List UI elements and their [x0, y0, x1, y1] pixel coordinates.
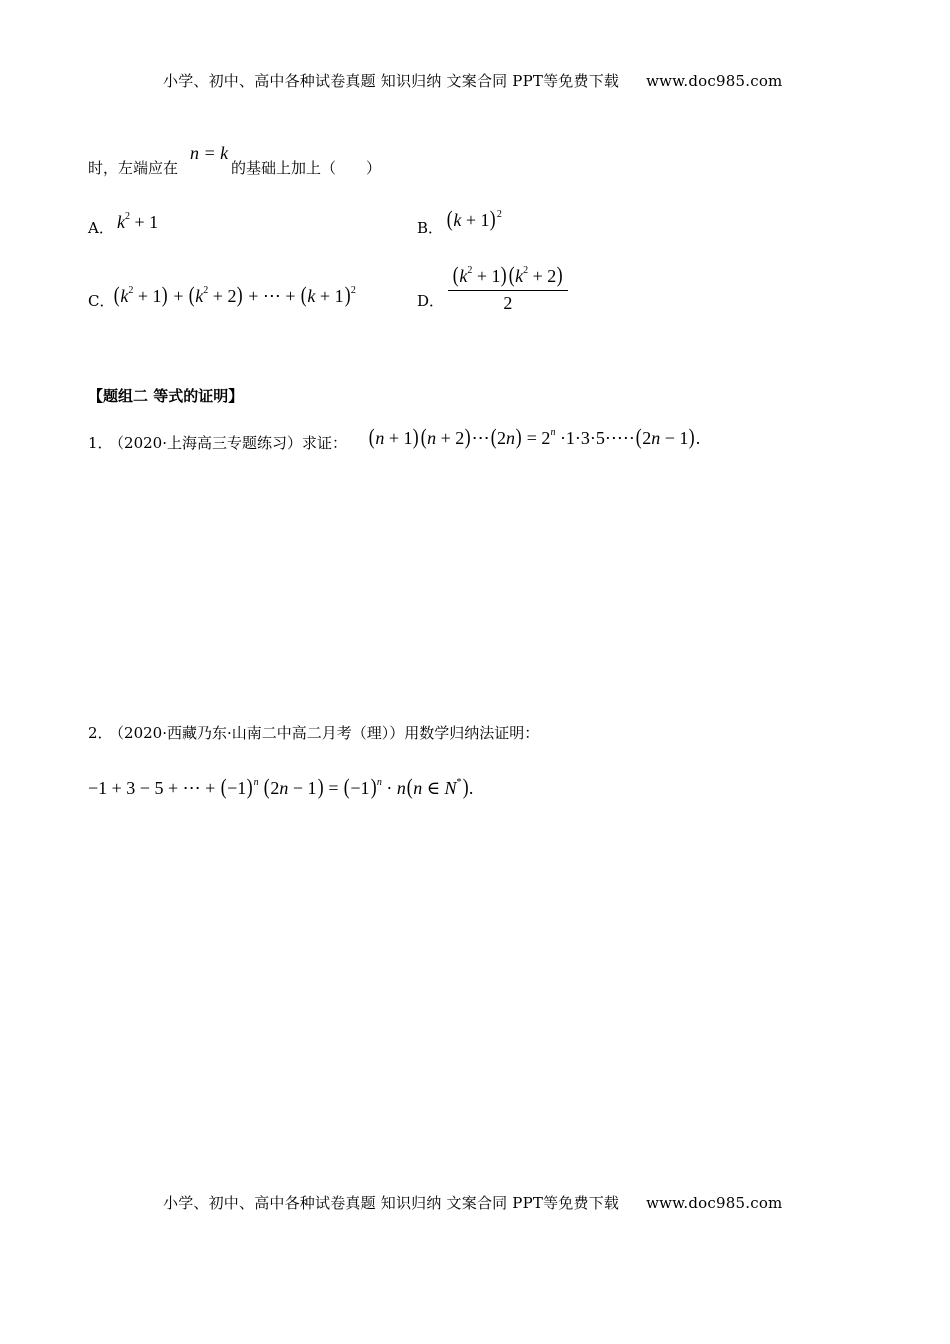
problem-2-math: −1 + 3 − 5 + ⋯ + $(-1)^n$ $(2n - 1) = (-1)^n \cdot n(n$ ∈ N*).	[88, 774, 474, 799]
option-a-math: $k^2 + 1$	[117, 211, 159, 232]
problem-2	[88, 723, 539, 743]
option-b-math: $(k + 1)^2$	[446, 206, 502, 231]
stem-prefix: 时，左端应在	[88, 159, 179, 177]
problem-2-source: （2020·西藏乃东·山南二中高二月考（理））用数学归纳法证明：	[116, 724, 540, 742]
footer-url[interactable]: www.doc985.com	[646, 1194, 783, 1212]
option-d-label[interactable]: D．	[417, 292, 445, 310]
footer-left-text: 小学、初中、高中各种试卷真题 知识归纳 文案合同 PPT等免费下载	[163, 1194, 620, 1212]
stem-suffix: 的基础上加上（ ）	[231, 159, 382, 177]
header-left-text: 小学、初中、高中各种试卷真题 知识归纳 文案合同 PPT等免费下载	[163, 72, 620, 90]
problem-1-math: (n + 1)(n + 2)⋯(2n) = $2^n$ ·1·3·5·⋯·(2n − 1).	[368, 424, 701, 449]
question-stem	[88, 158, 178, 178]
problem-1-number: 1．	[88, 434, 113, 452]
page-header	[163, 70, 782, 91]
stem-math: n = k	[190, 143, 229, 163]
page-footer	[163, 1192, 782, 1213]
section-title: 【题组二 等式的证明】	[88, 387, 244, 405]
option-b-label[interactable]: B．	[417, 219, 444, 237]
option-d-math: $\frac{(k^2 + 1)(k^2 + 2)}{2}$	[448, 262, 568, 314]
problem-2-number: 2．	[88, 724, 113, 742]
option-a-label[interactable]: A．	[88, 219, 114, 237]
problem-1-source: （2020·上海高三专题练习）求证：	[116, 434, 347, 452]
option-c-label[interactable]: C．	[88, 292, 115, 310]
header-url[interactable]: www.doc985.com	[646, 72, 783, 90]
option-c-math: $(k^2 + 1) + (k^2 + 2)$ + ⋯ + $(k + 1)^2$	[113, 282, 356, 307]
problem-1	[88, 433, 347, 453]
